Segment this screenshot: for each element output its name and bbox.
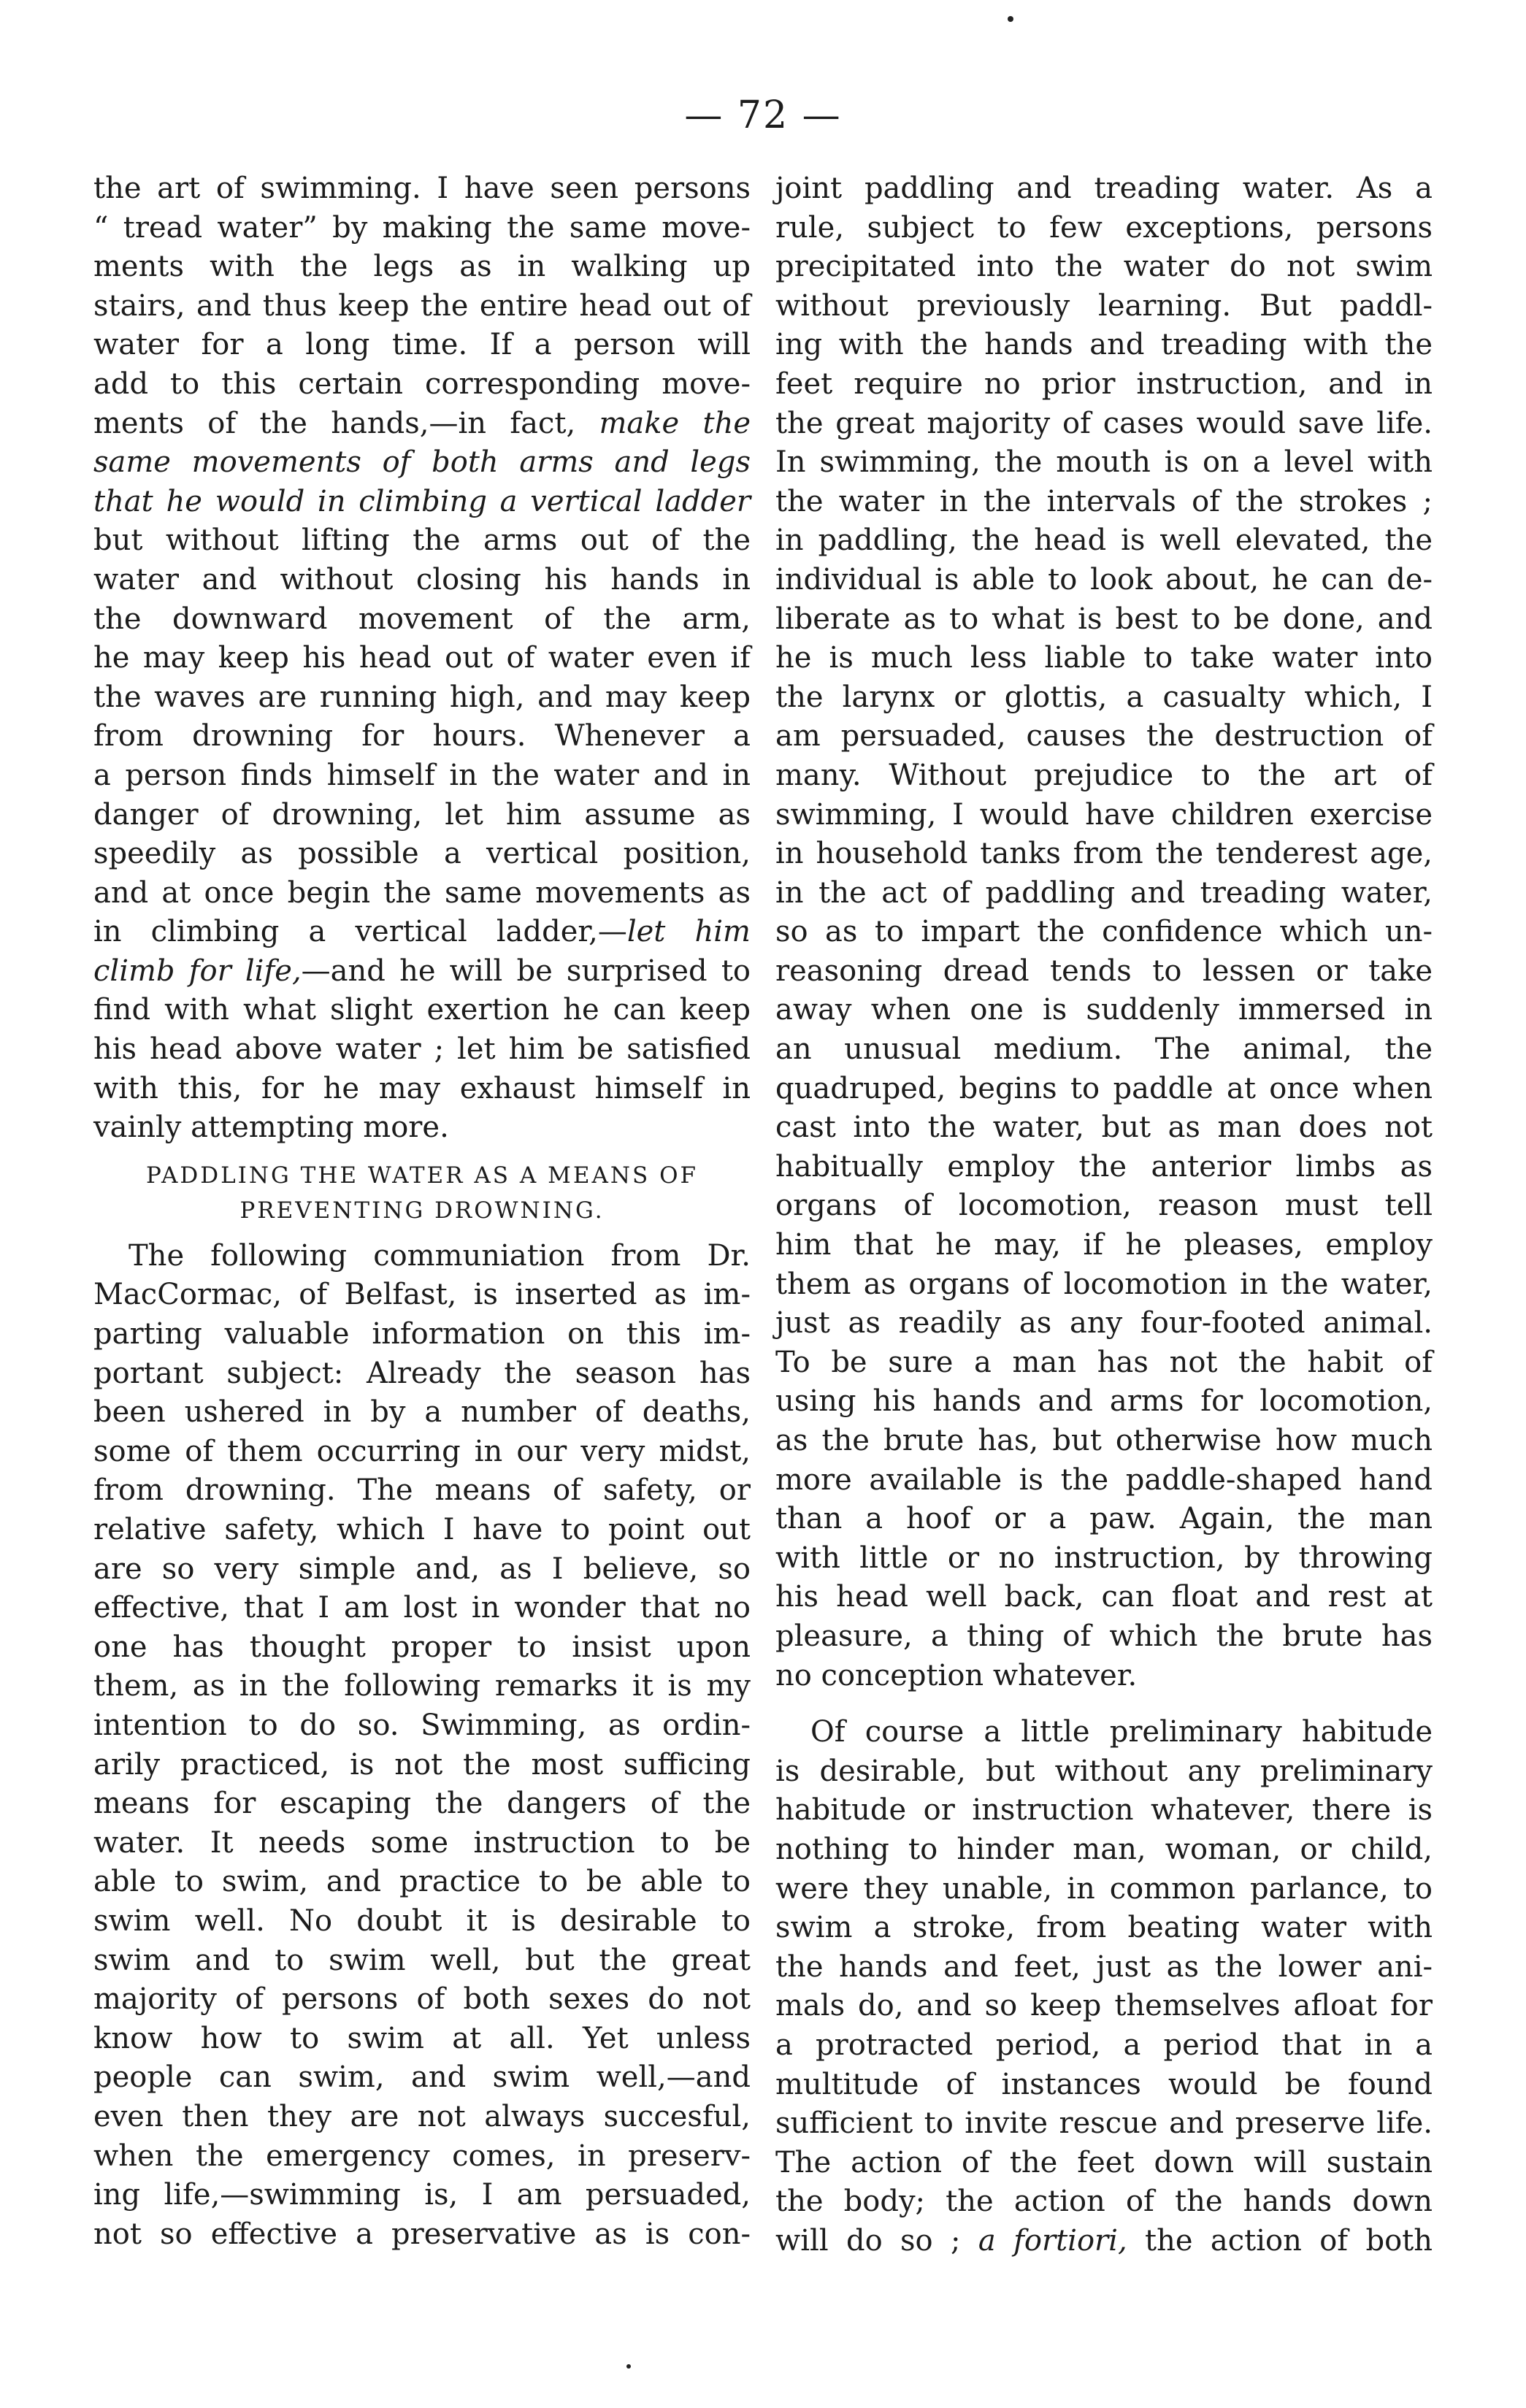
text-line: away when one is suddenly immersed in [775,993,1433,1027]
text-line: effective, that I am lost in wonder that no [93,1591,751,1625]
text-line: means for escaping the dangers of the [93,1787,751,1821]
text-line: a protracted period, a period that in a [775,2028,1433,2062]
text-fragment: in climbing a vertical ladder,— [93,915,627,949]
text-line: not so effective a preservative as is con- [93,2217,751,2251]
text-line: he may keep his head out of water even if [93,641,751,675]
text-line: the downward movement of the arm, [93,602,751,636]
italic-fragment: climb for life, [93,954,302,988]
text-line: “ tread water” by making the same move- [93,210,751,245]
text-line: more available is the paddle-shaped hand [775,1462,1433,1497]
text-line: swimming, I would have children exercise [775,797,1433,832]
right-column [775,169,1433,2261]
page-number: — 72 — [684,93,842,137]
text-line: mals do, and so keep themselves afloat for [775,1989,1433,2023]
text-line: than a hoof or a paw. Again, the man [775,1502,1433,1536]
text-line: some of them occurring in our very midst, [93,1434,751,1468]
italic-fragment: make the [599,406,751,440]
text-line: know how to swim at all. Yet unless [93,2021,751,2055]
paragraph [775,1713,1433,2261]
text-line: his head well back, can float and rest at [775,1580,1433,1614]
text-line: water and without closing his hands in [93,562,751,597]
text-line: from drowning for hours. Whenever a [93,719,751,754]
text-line [93,483,751,522]
text-line: ing with the hands and treading with the [775,328,1433,362]
text-line: intention to do so. Swimming, as ordin- [93,1708,751,1742]
text-fragment: ments of the hands,—in fact, [93,406,576,440]
text-line: in the act of paddling and treading water, [775,875,1433,910]
text-line: no conception whatever. [775,1658,1138,1692]
text-fragment: the action of both [1145,2223,1433,2258]
text-line: add to this certain corresponding move- [93,367,751,401]
text-line: quadruped, begins to paddle at once when [775,1071,1433,1105]
text-line: The following communiation from Dr. [129,1238,751,1273]
text-line: without previously learning. But paddl- [775,288,1433,323]
text-line: the hands and feet, just as the lower ani- [775,1949,1433,1984]
ink-speck [1008,16,1013,22]
text-line: is desirable, but without any preliminary [775,1754,1433,1788]
text-line [93,404,751,444]
text-line: with this, for he may exhaust himself in [93,1071,751,1105]
text-line: cast into the water, but as man does not [775,1111,1433,1145]
text-line [93,952,751,992]
italic-fragment: same movements of both arms and legs [93,445,751,480]
text-line: his head above water ; let him be satisfied [93,1032,751,1067]
text-line: one has thought proper to insist upon [93,1630,751,1664]
text-fragment: will do so ; [775,2223,961,2258]
paragraph [93,1237,751,2254]
text-line: him that he may, if he pleases, employ [775,1228,1433,1262]
text-line: so as to impart the confidence which un- [775,915,1433,949]
text-line: using his hands and arms for locomotion, [775,1384,1433,1419]
text-line: when the emergency comes, in preserv- [93,2139,751,2173]
text-line: am persuaded, causes the destruction of [775,719,1433,754]
text-line: water for a long time. If a person will [93,328,751,362]
text-line: habitually employ the anterior limbs as [775,1149,1433,1184]
text-line: water. It needs some instruction to be [93,1825,751,1860]
section-heading: PADDLING THE WATER AS A MEANS OF [145,1162,698,1189]
text-line: habitude or instruction whatever, there is [775,1793,1433,1828]
ink-speck [626,2364,631,2369]
text-line: the body; the action of the hands down [775,2185,1433,2219]
text-line: stairs, and thus keep the entire head out of [93,288,751,323]
text-line: them, as in the following remarks it is my [93,1669,751,1703]
text-line: ments with the legs as in walking up [93,250,751,284]
text-line: joint paddling and treading water. As a [775,172,1433,205]
text-line: speedily as possible a vertical position, [93,837,751,871]
left-column [93,169,751,2254]
text-line: people can swim, and swim well,—and [93,2060,751,2095]
text-line: the water in the intervals of the strokes ; [775,484,1433,518]
text-line [93,913,751,952]
text-line: the waves are running high, and may keep [93,680,751,714]
text-line [775,2222,1433,2261]
text-line: The action of the feet down will sustain [775,2145,1433,2179]
text-line: just as readily as any four-footed animal. [775,1306,1433,1341]
section-heading: PREVENTING DROWNING. [239,1197,605,1224]
italic-fragment: that he would in climbing a vertical ladder [93,484,751,518]
text-line: majority of persons of both sexes do not [93,1982,751,2017]
text-line: find with what slight exertion he can keep [93,993,751,1027]
text-line: individual is able to look about, he can de- [775,562,1433,597]
text-line: in household tanks from the tenderest age, [775,837,1433,871]
text-line: precipitated into the water do not swim [775,250,1433,284]
paragraph [775,169,1433,1695]
text-line: the great majority of cases would save life. [775,406,1433,440]
text-line: been ushered in by a number of deaths, [93,1395,751,1430]
text-line: rule, subject to few exceptions, persons [775,210,1433,245]
text-line: are so very simple and, as I believe, so [93,1552,751,1586]
text-line: In swimming, the mouth is on a level with [775,445,1433,480]
text-line: relative safety, which I have to point out [93,1513,751,1546]
text-line [93,443,751,483]
text-line: sufficient to invite rescue and preserve life. [775,2106,1433,2141]
text-line: he is much less liable to take water into [775,641,1433,675]
text-line: were they unable, in common parlance, to [775,1871,1433,1906]
text-line: them as organs of locomotion in the water, [775,1267,1433,1301]
text-line: reasoning dread tends to lessen or take [775,954,1433,988]
text-line: even then they are not always succesful, [93,2099,751,2133]
italic-fragment: let him [626,915,751,949]
text-line: multitude of instances would be found [775,2067,1433,2101]
text-line: with little or no instruction, by throwing [775,1541,1433,1575]
text-line: the larynx or glottis, a casualty which, I [775,680,1433,714]
text-line: MacCormac, of Belfast, is inserted as im- [93,1278,751,1312]
text-line: swim and to swim well, but the great [93,1943,751,1977]
text-line: swim a stroke, from beating water with [775,1911,1433,1945]
text-line: able to swim, and practice to be able to [93,1865,751,1899]
text-line: danger of drowning, let him assume as [93,797,751,832]
text-line: nothing to hinder man, woman, or child, [775,1832,1433,1866]
text-line: an unusual medium. The animal, the [775,1032,1433,1067]
paragraph [93,169,751,1148]
text-line: pleasure, a thing of which the brute has [775,1619,1433,1653]
text-line: the art of swimming. I have seen persons [93,172,751,205]
text-line: parting valuable information on this im- [93,1317,751,1351]
text-fragment: —and he will be surprised to [301,954,751,988]
italic-fragment: a fortiori, [978,2223,1127,2258]
text-line: and at once begin the same movements as [93,875,751,910]
text-line: a person finds himself in the water and in [93,758,751,792]
text-line: vainly attempting more. [93,1111,449,1145]
text-line: Of course a little preliminary habitude [810,1715,1433,1749]
text-line: from drowning. The means of safety, or [93,1473,751,1508]
text-line: many. Without prejudice to the art of [775,758,1433,792]
text-line: liberate as to what is best to be done, and [775,602,1433,636]
text-line: To be sure a man has not the habit of [775,1345,1433,1379]
text-line: ing life,—swimming is, I am persuaded, [93,2178,751,2212]
text-line: as the brute has, but otherwise how much [775,1424,1433,1457]
text-line: feet require no prior instruction, and in [775,367,1433,401]
text-line: swim well. No doubt it is desirable to [93,1903,751,1938]
text-line: in paddling, the head is well elevated, the [775,524,1433,558]
text-line: arily practiced, is not the most sufficing [93,1747,751,1782]
text-line: portant subject: Already the season has [93,1356,751,1390]
text-line: organs of locomotion, reason must tell [775,1189,1433,1223]
text-line: but without lifting the arms out of the [93,524,751,558]
